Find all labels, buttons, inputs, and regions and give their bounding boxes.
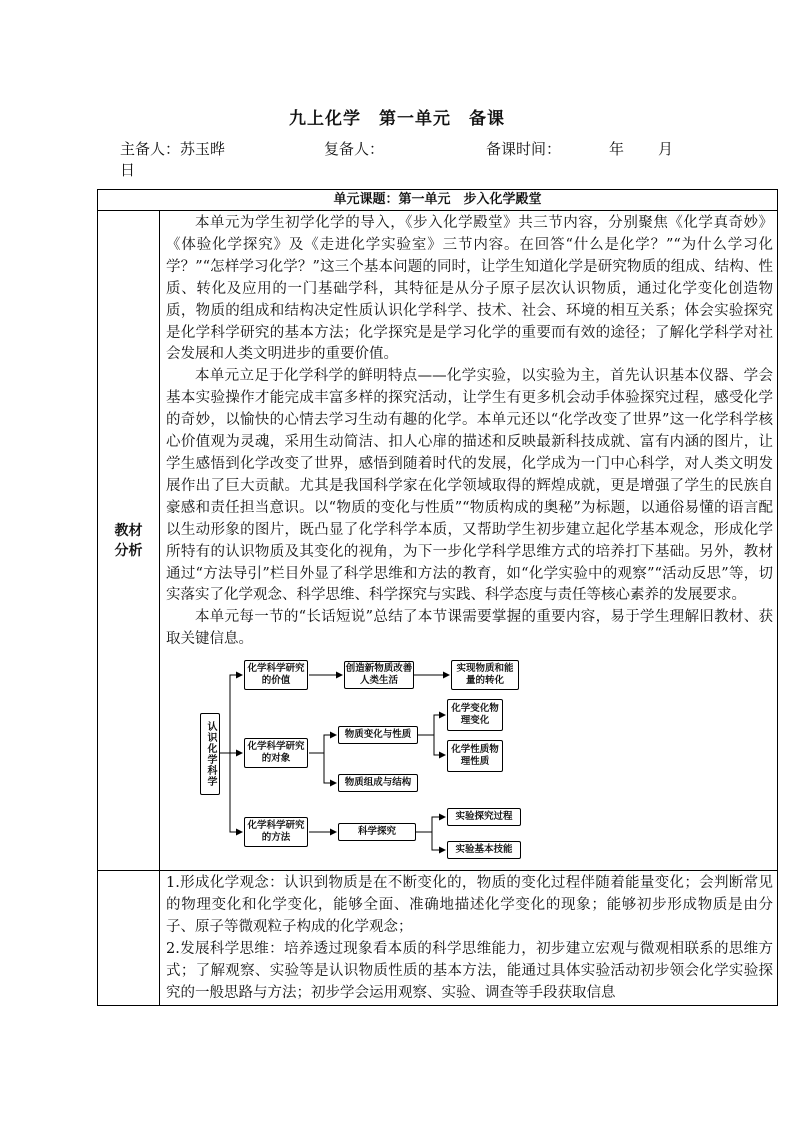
lesson-plan-table [97, 189, 778, 1006]
method-node: 化学科学研究的方法 [244, 817, 308, 847]
page-title: 九上化学 第一单元 备课 [289, 109, 505, 129]
realize-node: 实现物质和能量的转化 [451, 660, 519, 690]
objectives-content [160, 871, 778, 1005]
inquiry-node: 科学探究 [338, 823, 416, 841]
prep-time-label: 备课时间： [486, 140, 562, 158]
analysis-label: 教材 分析 [98, 211, 160, 871]
analysis-paragraph: 本单元为学生初学化学的导入，《步入化学殿堂》共三节内容，分别聚焦《化学真奇妙》《体验化学探究》及《走进化学实验室》三节内容。在回答“什么是化学？”“为什么学习化学？”“怎样学习化学？”这三个基本问题的同时，让学生知道化学是研究物质的组成、结构、性质、转化及应用的一门基础学科，其特征是从分子原子层次认识物质，通过化学变化创造物质，物质的组成和结构决定性质认识化学科学、技术、社会、环境的相互关系；体会实验探究是化学科学研究的基本方法；化学探究是是学习化学的重要而有效的途径；了解化学科学对社会发展和人类文明进步的重要价值。 [166, 215, 774, 363]
value-node: 化学科学研究的价值 [244, 660, 308, 690]
unit-title: 单元课题：第一单元 步入化学殿堂 [98, 190, 778, 211]
change-property-node: 物质变化与性质 [338, 726, 418, 744]
inquiry-process-node: 实验探究过程 [447, 808, 521, 826]
create-node: 创造新物质改善人类生活 [344, 661, 414, 689]
property-type-node: 化学性质物理性质 [447, 740, 503, 772]
analysis-paragraph: 本单元立足于化学科学的鲜明特点——化学实验，以实验为主，首先认识基本仪器、学会基本实验操作才能完成丰富多样的探究活动，让学生有更多机会动手体验探究过程，感受化学的奇妙，以愉快的心情去学习生动有趣的化学。本单元还以“化学改变了世界”这一化学科学核心价值观为灵魂，采用生动简洁、扣人心扉的描述和反映最新科技成就、富有内涵的图片，让学生感悟到化学改变了世界，感悟到随着时代的发展，化学成为一门中心科学，对人类文明发展作出了巨大贡献。尤其是我国科学家在化学领域取得的辉煌成就，更是增强了学生的民族自豪感和责任担当意识。以“物质的变化与性质”“物质构成的奥秘”为标题，以通俗易懂的语言配以生动形象的图片，既凸显了化学科学本质，又帮助学生初步建立起化学基本观念，形成化学所特有的认识物质及其变化的视角，为下一步化学科学思维方式的培养打下基础。另外，教材通过“方法导引”栏目外显了科学思维和方法的教育，如“化学实验中的观察”“活动反思”等，切实落实了化学观念、科学思维、科学探究与实践、科学态度与责任等核心素养的发展要求。 [166, 368, 774, 604]
object-node: 化学科学研究的对象 [244, 738, 308, 768]
analysis-content [160, 211, 778, 871]
concept-map [166, 657, 773, 870]
day-label: 日 [120, 161, 136, 179]
basic-skill-node: 实验基本技能 [447, 841, 521, 859]
objectives-label [98, 871, 160, 1005]
change-type-node: 化学变化物理变化 [447, 699, 503, 731]
objective-item: 2.发展科学思维：培养透过现象看本质的科学思维能力，初步建立宏观与微观相联系的思维方式；了解观察、实验等是认识物质性质的基本方法，能通过具体实验活动初步领会化学实验探究的一般思路与方法；初步学会运用观察、实验、调查等手段获取信息 [166, 940, 774, 1001]
objective-item: 1.形成化学观念：认识到物质是在不断变化的，物质的变化过程伴随着能量变化；会判断常见的物理变化和化学变化，能够全面、准确地描述化学变化的现象；能够初步形成物质是由分子、原子等微观粒子构成的化学观念； [166, 875, 774, 935]
reviewer-label: 复备人： [324, 140, 385, 158]
year-label: 年 [609, 140, 625, 158]
month-label: 月 [658, 140, 674, 158]
root-node: 认识化学科学 [200, 713, 220, 795]
preparer-label: 主备人：苏玉晔 [120, 140, 226, 158]
composition-node: 物质组成与结构 [338, 774, 418, 792]
analysis-paragraph: 本单元每一节的“长话短说”总结了本节课需要掌握的重要内容，易于学生理解旧教材、获取关键信息。 [166, 609, 774, 648]
